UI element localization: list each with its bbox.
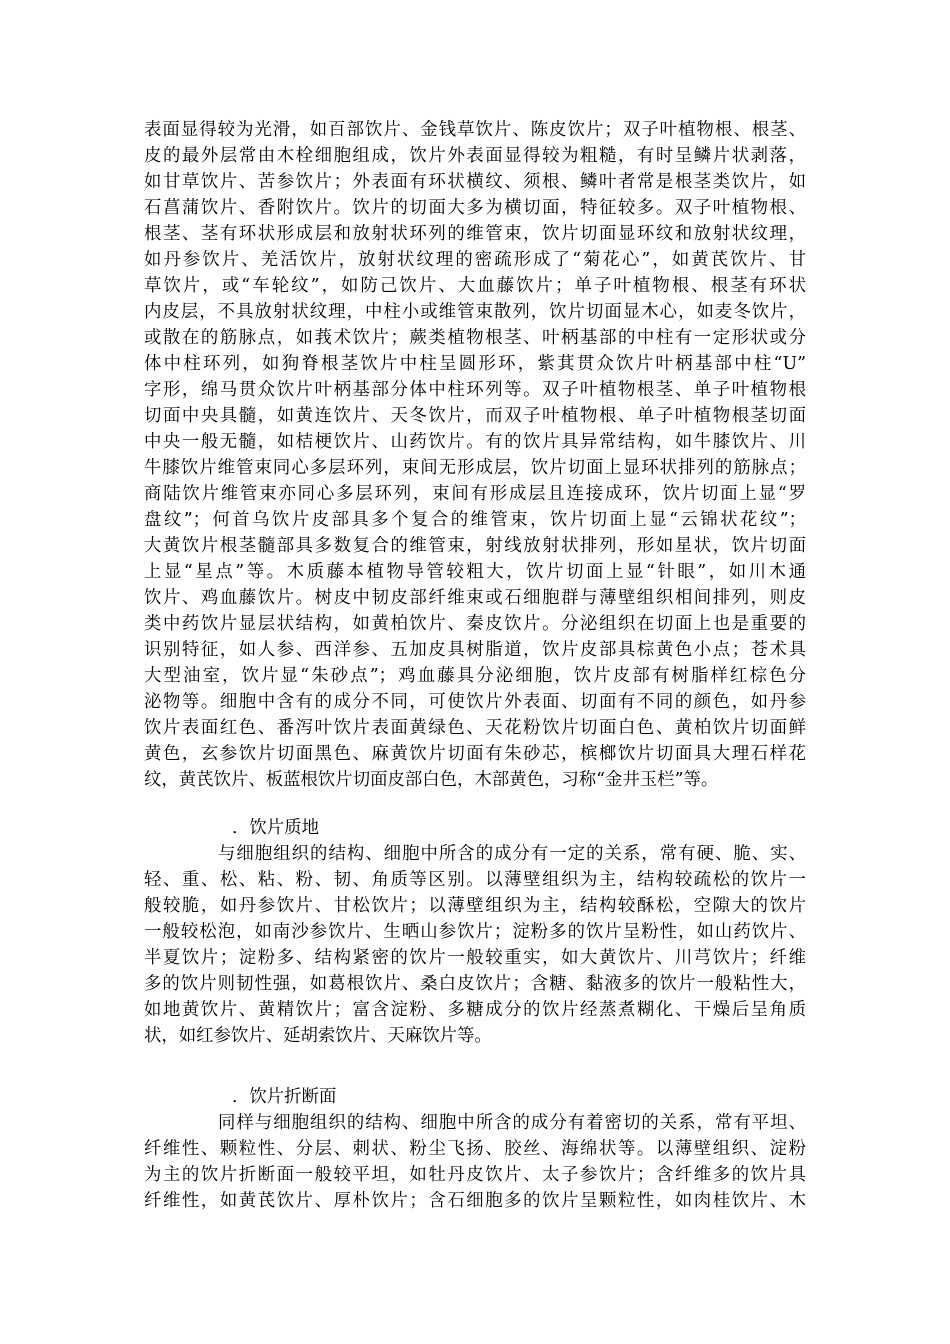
text-line: 商陆饮片维管束亦同心多层环列，束间有形成层且连接成环，饮片切面上显“罗 bbox=[144, 484, 806, 504]
text-line: 中央一般无髓，如桔梗饮片、山药饮片。有的饮片具异常结构，如牛膝饮片、川 bbox=[144, 432, 806, 452]
text-line: 饮片、鸡血藤饮片。树皮中韧皮部纤维束或石细胞群与薄壁组织相间排列，则皮 bbox=[144, 588, 806, 608]
section-heading-fracture: ．饮片折断面 bbox=[232, 1087, 337, 1107]
text-line: 牛膝饮片维管束同心多层环列，束间无形成层，饮片切面上显环状排列的筋脉点； bbox=[144, 458, 806, 478]
text-line: 草饮片，或“车轮纹”，如防己饮片、大血藤饮片；单子叶植物根、根茎有环状 bbox=[144, 276, 806, 296]
text-line: 状，如红参饮片、延胡索饮片、天麻饮片等。 bbox=[144, 1026, 492, 1046]
text-line: 皮的最外层常由木栓细胞组成，饮片外表面显得较为粗糙，有时呈鳞片状剥落， bbox=[144, 146, 806, 166]
text-line: 纤维性，如黄芪饮片、厚朴饮片；含石细胞多的饮片呈颗粒性，如肉桂饮片、木 bbox=[144, 1191, 806, 1211]
text-line: 或散在的筋脉点，如莪术饮片；蕨类植物根茎、叶柄基部的中柱有一定形状或分 bbox=[144, 328, 806, 348]
text-line: 切面中央具髓，如黄连饮片、天冬饮片，而双子叶植物根、单子叶植物根茎切面 bbox=[144, 406, 806, 426]
text-line: 为主的饮片折断面一般较平坦，如牡丹皮饮片、太子参饮片；含纤维多的饮片具 bbox=[144, 1165, 806, 1185]
text-line: 如甘草饮片、苦参饮片；外表面有环状横纹、须根、鳞叶者常是根茎类饮片，如 bbox=[144, 172, 806, 192]
text-line: 黄色，玄参饮片切面黑色、麻黄饮片切面有朱砂芯，槟榔饮片切面具大理石样花 bbox=[144, 744, 806, 764]
text-line: 半夏饮片；淀粉多、结构紧密的饮片一般较重实，如大黄饮片、川芎饮片；纤维 bbox=[144, 948, 806, 968]
text-line: 大型油室，饮片显“朱砂点”；鸡血藤具分泌细胞，饮片皮部有树脂样红棕色分 bbox=[144, 666, 806, 686]
text-line: 如丹参饮片、羌活饮片，放射状纹理的密疏形成了“菊花心”，如黄芪饮片、甘 bbox=[144, 250, 806, 270]
text-line: 识别特征，如人参、西洋参、五加皮具树脂道，饮片皮部具棕黄色小点；苍术具 bbox=[144, 640, 806, 660]
text-line: 盘纹”；何首乌饮片皮部具多个复合的维管束，饮片切面上显“云锦状花纹”； bbox=[144, 510, 806, 530]
text-line: 根茎、茎有环状形成层和放射状环列的维管束，饮片切面显环纹和放射状纹理， bbox=[144, 224, 806, 244]
text-line: 类中药饮片显层状结构，如黄柏饮片、秦皮饮片。分泌组织在切面上也是重要的 bbox=[144, 614, 806, 634]
section-heading-texture: ．饮片质地 bbox=[232, 818, 319, 838]
text-line: 表面显得较为光滑，如百部饮片、金钱草饮片、陈皮饮片；双子叶植物根、根茎、 bbox=[144, 120, 806, 140]
text-line: 多的饮片则韧性强，如葛根饮片、桑白皮饮片；含糖、黏液多的饮片一般粘性大， bbox=[144, 974, 806, 994]
text-line: 内皮层，不具放射状纹理，中柱小或维管束散列，饮片切面显木心，如麦冬饮片， bbox=[144, 302, 806, 322]
text-line: 泌物等。细胞中含有的成分不同，可使饮片外表面、切面有不同的颜色，如丹参 bbox=[144, 692, 806, 712]
text-line: 纹，黄芪饮片、板蓝根饮片切面皮部白色，木部黄色，习称“金井玉栏”等。 bbox=[144, 770, 719, 790]
text-line: 上显“星点”等。木质藤本植物导管较粗大，饮片切面上显“针眼”，如川木通 bbox=[144, 562, 806, 582]
text-line: 饮片表面红色、番泻叶饮片表面黄绿色、天花粉饮片切面白色、黄柏饮片切面鲜 bbox=[144, 718, 806, 738]
text-line: 一般较松泡，如南沙参饮片、生晒山参饮片；淀粉多的饮片呈粉性，如山药饮片、 bbox=[144, 922, 806, 942]
text-line: 与细胞组织的结构、细胞中所含的成分有一定的关系，常有硬、脆、实、 bbox=[218, 844, 806, 864]
text-line: 同样与细胞组织的结构、细胞中所含的成分有着密切的关系，常有平坦、 bbox=[218, 1113, 806, 1133]
text-line: 字形，绵马贯众饮片叶柄基部分体中柱环列等。双子叶植物根茎、单子叶植物根 bbox=[144, 380, 806, 400]
text-line: 体中柱环列，如狗脊根茎饮片中柱呈圆形环，紫萁贯众饮片叶柄基部中柱“U” bbox=[144, 354, 806, 374]
text-line: 大黄饮片根茎髓部具多数复合的维管束，射线放射状排列，形如星状，饮片切面 bbox=[144, 536, 806, 556]
text-line: 般较脆，如丹参饮片、甘松饮片；以薄壁组织为主，结构较酥松，空隙大的饮片 bbox=[144, 896, 806, 916]
text-line: 石菖蒲饮片、香附饮片。饮片的切面大多为横切面，特征较多。双子叶植物根、 bbox=[144, 198, 806, 218]
text-line: 如地黄饮片、黄精饮片；富含淀粉、多糖成分的饮片经蒸煮糊化、干燥后呈角质 bbox=[144, 1000, 806, 1020]
text-line: 纤维性、颗粒性、分层、刺状、粉尘飞扬、胶丝、海绵状等。以薄壁组织、淀粉 bbox=[144, 1139, 806, 1159]
text-line: 轻、重、松、粘、粉、韧、角质等区别。以薄壁组织为主，结构较疏松的饮片一 bbox=[144, 870, 806, 890]
